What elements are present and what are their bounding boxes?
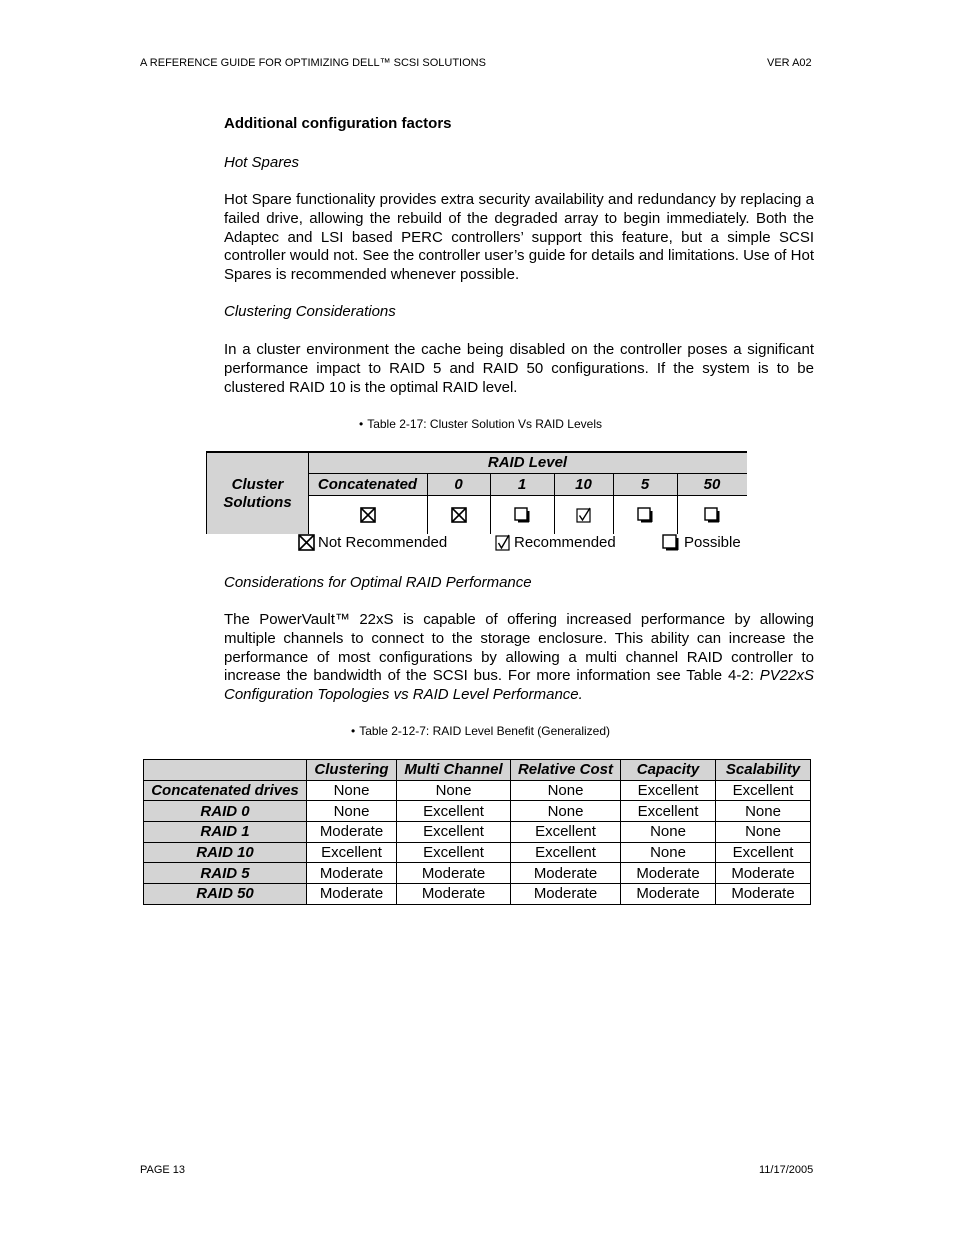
hot-spares-paragraph: Hot Spare functionality provides extra security availability and redundancy by replacing a failed drive, allowing the rebuild of the degraded array to begin immediately. Both the Adaptec and LSI based PERC controllers’ support this feature, but a simple SCSI controller would not. See the controller user’s guide for details and limitations. Use of Hot Spares is recommended whenever possible. <box>224 191 814 284</box>
mark-raid-5 <box>613 495 677 534</box>
clustering-heading: Clustering Considerations <box>224 303 396 320</box>
col-raid-50: 50 <box>677 473 747 495</box>
cluster-table-caption: • Table 2-17: Cluster Solution Vs RAID Levels <box>359 417 602 431</box>
legend-not-recommended: Not Recommended <box>298 534 447 551</box>
section-title: Additional configuration factors <box>224 115 452 132</box>
possible-icon <box>637 507 653 523</box>
table-cell: Moderate <box>307 822 397 843</box>
col-concatenated: Concatenated <box>308 473 427 495</box>
table-cell: Excellent <box>397 842 511 863</box>
table-cell: Moderate <box>716 863 811 884</box>
running-header-version: VER A02 <box>767 57 812 69</box>
table-cell: None <box>716 801 811 822</box>
table-row <box>144 801 811 822</box>
table-divider <box>554 473 555 534</box>
col-header: Scalability <box>716 760 811 781</box>
clustering-paragraph: In a cluster environment the cache being disabled on the controller poses a significant performance impact to RAID 5 and RAID 50 configurations. If the system is to be clustered RAID 10 is the optimal RAID level. <box>224 341 814 396</box>
mark-concatenated <box>308 495 427 534</box>
possible-icon <box>704 507 720 523</box>
table-cell: None <box>621 822 716 843</box>
col-header: Clustering <box>307 760 397 781</box>
raid-benefit-table <box>143 759 811 905</box>
table-cell: None <box>307 780 397 801</box>
col-header: Multi Channel <box>397 760 511 781</box>
table-divider <box>427 473 428 534</box>
table-row <box>144 780 811 801</box>
table-cell: None <box>511 801 621 822</box>
footer-date: 11/17/2005 <box>759 1164 814 1176</box>
row-header: RAID 0 <box>144 801 307 822</box>
recommended-icon <box>576 507 592 523</box>
recommended-icon <box>495 534 511 551</box>
row-header: RAID 1 <box>144 822 307 843</box>
table-cell: None <box>716 822 811 843</box>
optimal-paragraph: The PowerVault™ 22xS is capable of offering increased performance by allowing multiple channels to connect to the storage enclosure. This ability can increase the performance of most configurations by allowing a multi channel RAID controller to increase the bandwidth of the SCSI bus. For more information see Table 4-2: PV22xS Configuration Topologies vs RAID Level Performance. <box>224 611 814 704</box>
col-header: Relative Cost <box>511 760 621 781</box>
table-row <box>144 884 811 905</box>
table-row <box>144 863 811 884</box>
mark-raid-10 <box>554 495 613 534</box>
table-cell: None <box>307 801 397 822</box>
running-header-title: A REFERENCE GUIDE FOR OPTIMIZING DELL™ SCSI SOLUTIONS <box>140 57 486 69</box>
row-header: Concatenated drives <box>144 780 307 801</box>
table-cell: Excellent <box>716 842 811 863</box>
possible-icon <box>662 534 679 551</box>
col-raid-0: 0 <box>427 473 490 495</box>
table-divider <box>308 453 309 534</box>
cluster-raid-table <box>206 451 747 534</box>
table-cell: None <box>397 780 511 801</box>
table-row <box>144 842 811 863</box>
table-divider <box>677 473 678 534</box>
benefit-table-caption: • Table 2-12-7: RAID Level Benefit (Generalized) <box>351 724 610 738</box>
row-header: RAID 5 <box>144 863 307 884</box>
raid-level-header: RAID Level <box>308 451 747 473</box>
mark-raid-1 <box>490 495 554 534</box>
not-recommended-icon <box>298 534 315 551</box>
bullet-icon: • <box>359 417 364 431</box>
table-cell: Moderate <box>397 863 511 884</box>
table-divider <box>613 473 614 534</box>
table-cell: None <box>621 842 716 863</box>
table-cell: Moderate <box>621 884 716 905</box>
table-reference: PV22xS Configuration Topologies vs RAID Level Performance <box>224 667 814 704</box>
page-number: PAGE 13 <box>140 1164 186 1176</box>
table-cell: Moderate <box>511 884 621 905</box>
table-cell: Moderate <box>307 863 397 884</box>
not-recommended-icon <box>360 507 376 523</box>
table-row <box>144 822 811 843</box>
col-raid-5: 5 <box>613 473 677 495</box>
table-cell: Excellent <box>397 801 511 822</box>
table-cell: Excellent <box>716 780 811 801</box>
table-cell: Excellent <box>621 801 716 822</box>
optimal-heading: Considerations for Optimal RAID Performance <box>224 574 532 591</box>
legend-recommended: Recommended <box>495 534 616 551</box>
table-cell: None <box>511 780 621 801</box>
table-header-row <box>144 760 811 781</box>
col-header: Capacity <box>621 760 716 781</box>
hot-spares-heading: Hot Spares <box>224 154 300 171</box>
mark-raid-50 <box>677 495 747 534</box>
bullet-icon: • <box>351 724 356 738</box>
table-cell: Excellent <box>397 822 511 843</box>
table-divider <box>490 473 491 534</box>
table-cell: Moderate <box>716 884 811 905</box>
table-cell: Moderate <box>621 863 716 884</box>
table-cell: Moderate <box>397 884 511 905</box>
table-corner-cell <box>144 760 307 781</box>
table-cell: Excellent <box>511 822 621 843</box>
table-cell: Excellent <box>307 842 397 863</box>
legend-possible: Possible <box>662 534 741 551</box>
not-recommended-icon <box>451 507 467 523</box>
row-header: RAID 50 <box>144 884 307 905</box>
table-cell: Moderate <box>307 884 397 905</box>
col-raid-10: 10 <box>554 473 613 495</box>
mark-raid-0 <box>427 495 490 534</box>
col-raid-1: 1 <box>490 473 554 495</box>
table-cell: Excellent <box>511 842 621 863</box>
table-cell: Moderate <box>511 863 621 884</box>
table-cell: Excellent <box>621 780 716 801</box>
cluster-solutions-header: Cluster Solutions <box>206 451 308 534</box>
possible-icon <box>514 507 530 523</box>
row-header: RAID 10 <box>144 842 307 863</box>
